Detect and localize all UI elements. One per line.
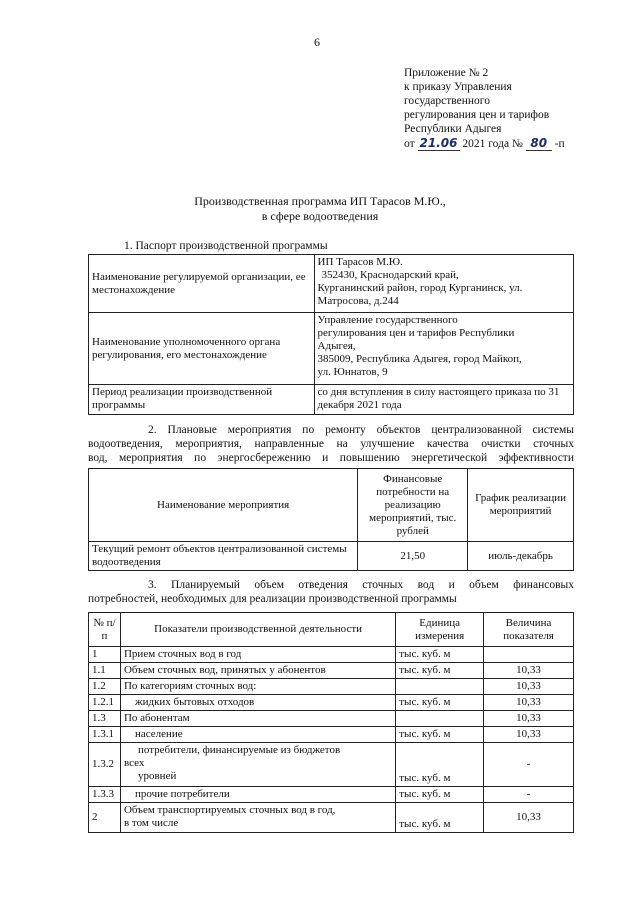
table-row [89, 803, 574, 833]
row-value: - [484, 743, 574, 787]
row-indicator [120, 803, 395, 833]
row-number: 1.2 [89, 679, 121, 695]
table-row [89, 787, 574, 803]
indicator-line: в том числе [123, 817, 179, 829]
row-number: 1.1 [89, 663, 121, 679]
measure-schedule: июль-декабрь [468, 542, 574, 571]
row-value: 10,33 [484, 727, 574, 743]
heading-line: потребностей, необходимых для реализации производственной программы [88, 593, 457, 605]
row-value: 10,33 [484, 695, 574, 711]
table-row [89, 542, 574, 571]
column-header: Наименование мероприятия [89, 469, 358, 542]
column-header: График реализации мероприятий [468, 469, 574, 542]
table-row [89, 663, 574, 679]
row-number: 1.3.3 [89, 787, 121, 803]
table-row [89, 743, 574, 787]
row-unit: тыс. куб. м [396, 647, 484, 663]
appendix-line: государственного [404, 95, 490, 107]
document-title [120, 194, 520, 224]
title-line: в сфере водоотведения [261, 209, 379, 223]
row-indicator: По абонентам [120, 711, 395, 727]
title-line: Производственная программа ИП Тарасов М.Ю., [194, 194, 446, 208]
measures-table [88, 468, 574, 571]
row-indicator: Объем сточных вод, принятых у абонентов [120, 663, 395, 679]
value-line: Управление государственного [317, 314, 458, 326]
row-indicator: жидких бытовых отходов [120, 695, 395, 711]
row-value: - [484, 787, 574, 803]
value-line: ИП Тарасов М.Ю. [317, 256, 403, 268]
measure-finance: 21,50 [358, 542, 468, 571]
table-row [89, 385, 574, 415]
handwritten-date: 21.06 [418, 136, 460, 151]
row-value [484, 647, 574, 663]
appendix-header [404, 66, 624, 151]
table-row [89, 679, 574, 695]
row-number: 1.3.2 [89, 743, 121, 787]
volume-table [88, 612, 574, 833]
value-line: 385009, Республика Адыгея, город Майкоп, [317, 353, 522, 365]
table-row [89, 695, 574, 711]
appendix-line: к приказу Управления [404, 81, 512, 93]
column-header: Величина показателя [484, 613, 574, 647]
value-line: 352430, Краснодарский край, [321, 269, 459, 281]
row-indicator: Прием сточных вод в год [120, 647, 395, 663]
measure-name: Текущий ремонт объектов централизованной системы водоотведения [89, 542, 358, 571]
table-row [89, 313, 574, 385]
table-row [89, 647, 574, 663]
row-unit [396, 679, 484, 695]
row-indicator: прочие потребители [120, 787, 395, 803]
table-row [89, 727, 574, 743]
value-line: ул. Юннатов, 9 [317, 366, 388, 378]
passport-value: со дня вступления в силу настоящего приказа по 31 декабря 2021 года [314, 385, 573, 415]
page-number: 6 [314, 35, 320, 49]
row-value: 10,33 [484, 711, 574, 727]
row-unit: тыс. куб. м [396, 803, 484, 833]
row-number: 2 [89, 803, 121, 833]
row-number: 1.3.1 [89, 727, 121, 743]
row-number: 1 [89, 647, 121, 663]
appendix-line: Приложение № 2 [404, 67, 489, 79]
heading-line: водоотведения, мероприятия, направленные на улучшение качества очистки сточных [88, 438, 574, 450]
column-header: Финансовые потребности на реализацию мероприятий, тыс. рублей [358, 469, 468, 542]
row-number: 1.2.1 [89, 695, 121, 711]
table-row [89, 711, 574, 727]
heading-line: 3. Планируемый объем отведения сточных вод и объем финансовых [148, 579, 574, 591]
row-unit: тыс. куб. м [396, 727, 484, 743]
table-row [89, 255, 574, 313]
passport-label: Наименование уполномоченного органа регулирования, его местонахождение [89, 313, 315, 385]
appendix-line: регулирования цен и тарифов [404, 109, 550, 121]
number-suffix: -п [554, 138, 565, 150]
appendix-line: Республики Адыгея [404, 123, 502, 135]
row-value: 10,33 [484, 679, 574, 695]
row-unit: тыс. куб. м [396, 787, 484, 803]
passport-table [88, 254, 574, 415]
passport-value [314, 255, 573, 313]
row-indicator [120, 743, 395, 787]
table-header-row [89, 613, 574, 647]
row-value: 10,33 [484, 663, 574, 679]
row-indicator: население [120, 727, 395, 743]
indicator-line: уровней [137, 770, 177, 782]
row-unit: тыс. куб. м [396, 743, 484, 787]
table-header-row [89, 469, 574, 542]
value-line: регулирования цен и тарифов Республики [317, 327, 515, 339]
indicator-line: всех [123, 757, 145, 769]
column-header: Единица измерения [396, 613, 484, 647]
row-unit [396, 711, 484, 727]
value-line: Курганинский район, город Курганинск, ул. [317, 282, 523, 294]
value-line: Адыгея, [317, 340, 356, 352]
column-header: № п/п [89, 613, 121, 647]
row-indicator: По категориям сточных вод: [120, 679, 395, 695]
row-number: 1.3 [89, 711, 121, 727]
passport-label: Наименование регулируемой организации, ее местонахождение [89, 255, 315, 313]
heading-line: 2. Плановые мероприятия по ремонту объектов централизованной системы [148, 424, 574, 436]
value-line: Матросова, д.244 [317, 295, 399, 307]
passport-label: Период реализации производственной программы [89, 385, 315, 415]
row-unit: тыс. куб. м [396, 663, 484, 679]
passport-value [314, 313, 573, 385]
column-header: Показатели производственной деятельности [120, 613, 395, 647]
section1-heading: 1. Паспорт производственной программы [124, 240, 328, 252]
indicator-line: Объем транспортируемых сточных вод в год, [123, 804, 336, 816]
handwritten-number: 80 [526, 136, 552, 151]
date-prefix: от [404, 138, 415, 150]
row-value: 10,33 [484, 803, 574, 833]
row-unit: тыс. куб. м [396, 695, 484, 711]
section3-heading [88, 578, 574, 606]
indicator-line: потребители, финансируемые из бюджетов [137, 744, 341, 756]
heading-line: вод, мероприятия по энергосбережению и повышению энергетической эффективности [88, 452, 574, 464]
section2-heading [88, 423, 574, 465]
appendix-date-line [404, 136, 624, 151]
date-middle: 2021 года № [462, 138, 523, 150]
